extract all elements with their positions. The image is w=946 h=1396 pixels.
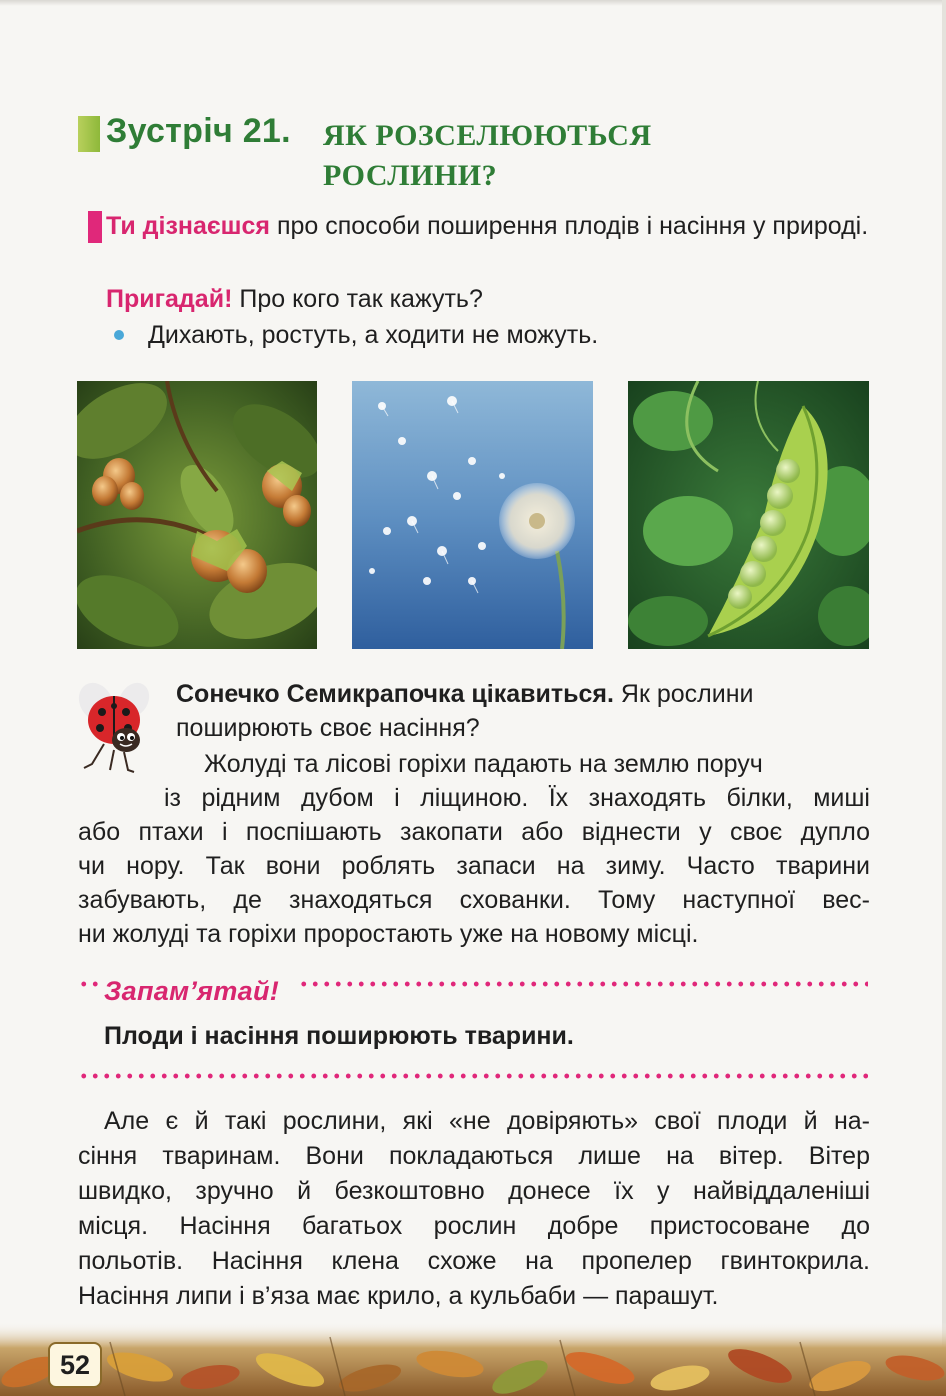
- page-edge: [942, 0, 946, 1396]
- remember-title: Запам’ятай!: [104, 976, 280, 1006]
- photo-pea-pod: [628, 381, 869, 649]
- recall-label: Пригадай!: [106, 285, 233, 313]
- ladybug-heading-line: [176, 677, 753, 711]
- riddle-text: Дихають, ростуть, а ходити не можуть.: [148, 321, 599, 349]
- paragraph-line: швидко, зручно й безкоштовно донесе їх у найвіддаленіші: [78, 1177, 870, 1205]
- paragraph-line: Насіння липи і в’яза має крило, а кульбаби — парашут.: [78, 1282, 719, 1310]
- lesson-title-line1: ЯК РОЗСЕЛЮЮТЬСЯ: [323, 119, 652, 152]
- paragraph-line: ни жолуді та горіхи проростають уже на новому місці.: [78, 920, 699, 948]
- ladybug-question-part2: поширюють своє насіння?: [176, 714, 480, 742]
- paragraph-line: або птахи і поспішають закопати або віднести у своє дупло: [78, 818, 870, 846]
- title-marker: [78, 116, 100, 152]
- page-number: 52: [48, 1342, 102, 1388]
- paragraph-line: Жолуді та лісові горіхи падають на землю поруч: [204, 750, 763, 778]
- ladybug-heading: Сонечко Семикрапочка цікавиться.: [176, 680, 614, 708]
- intro-learn: [106, 208, 886, 244]
- recall-text: Про кого так кажуть?: [232, 285, 483, 313]
- lesson-title-line2: РОСЛИНИ?: [323, 159, 498, 192]
- footer-leaves-decoration: [0, 1322, 946, 1396]
- paragraph-line: чи нору. Так вони роблять запаси на зиму. Часто тварини: [78, 852, 870, 880]
- paragraph-line: сіння тваринам. Вони покладаються лише на вітер. Вітер: [78, 1142, 870, 1170]
- photo-dandelion: [352, 381, 593, 649]
- remember-dots-bottom: [78, 1073, 868, 1079]
- learn-label: Ти дізнаєшся: [106, 212, 271, 240]
- photo-hazelnuts: [77, 381, 317, 649]
- intro-recall: [106, 281, 483, 317]
- paragraph-line: забувають, де знаходяться схованки. Тому наступної вес-: [78, 886, 870, 914]
- learn-text: про способи поширення плодів і насіння у природі.: [270, 212, 869, 240]
- paragraph-line: із рідним дубом і ліщиною. Їх знаходять білки, миші: [164, 784, 870, 812]
- intro-marker: [88, 211, 102, 243]
- remember-dots-right: [298, 981, 868, 987]
- remember-dots-left: [78, 981, 100, 987]
- bullet-dot: [114, 330, 124, 340]
- page-top-shadow: [0, 0, 946, 6]
- ladybug-icon: [74, 672, 154, 778]
- ladybug-question-part1: Як рослини: [613, 680, 754, 708]
- paragraph-line: Але є й такі рослини, які «не довіряють» свої плоди й на-: [104, 1107, 870, 1135]
- lesson-number: Зустріч 21.: [106, 112, 291, 150]
- remember-text: Плоди і насіння поширюють тварини.: [104, 1022, 574, 1050]
- paragraph-line: польотів. Насіння клена схоже на пропелер гвинтокрила.: [78, 1247, 870, 1275]
- paragraph-line: місця. Насіння багатьох рослин добре пристосоване до: [78, 1212, 870, 1240]
- lesson-title: [323, 116, 652, 196]
